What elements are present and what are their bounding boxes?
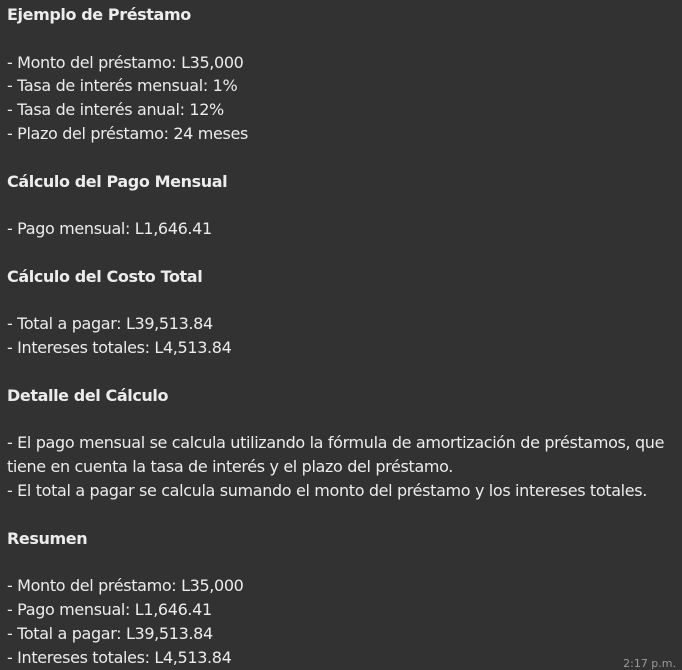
spacer <box>7 193 675 217</box>
list-item: - Monto del préstamo: L35,000 <box>7 52 244 72</box>
list-item: - El total a pagar se calcula sumando el monto del préstamo y los intereses totales. <box>7 480 647 500</box>
list-item: - Plazo del préstamo: 24 meses <box>7 123 248 143</box>
list-item: - Total a pagar: L39,513.84 <box>7 314 213 334</box>
list-item: - Monto del préstamo: L35,000 <box>7 576 244 596</box>
message-timestamp: 2:17 p.m. <box>623 657 676 670</box>
section-resumen <box>7 527 675 670</box>
list-item: - Tasa de interés anual: 12% <box>7 100 224 120</box>
spacer <box>7 408 675 432</box>
section-heading: Cálculo del Costo Total <box>7 266 203 286</box>
list-item: - El pago mensual se calcula utilizando la fórmula de amortización de préstamos, que tiene en cuenta la tasa de interés y el plazo del préstamo. <box>7 433 669 477</box>
section-heading: Detalle del Cálculo <box>7 385 169 405</box>
spacer <box>7 146 675 170</box>
spacer <box>7 360 675 384</box>
section-detalle <box>7 384 675 503</box>
section-heading: Cálculo del Pago Mensual <box>7 171 228 191</box>
section-ejemplo <box>7 3 675 146</box>
list-item: - Total a pagar: L39,513.84 <box>7 623 213 643</box>
list-item: - Intereses totales: L4,513.84 <box>7 647 232 667</box>
spacer <box>7 289 675 313</box>
list-item: - Intereses totales: L4,513.84 <box>7 338 232 358</box>
section-heading: Ejemplo de Préstamo <box>7 5 191 24</box>
spacer <box>7 550 675 574</box>
spacer <box>7 27 675 51</box>
list-item: - Tasa de interés mensual: 1% <box>7 76 238 96</box>
spacer <box>7 503 675 527</box>
section-pago-mensual <box>7 170 675 241</box>
list-item: - Pago mensual: L1,646.41 <box>7 599 212 619</box>
spacer <box>7 241 675 265</box>
section-costo-total <box>7 265 675 360</box>
list-item: - Pago mensual: L1,646.41 <box>7 219 212 239</box>
section-heading: Resumen <box>7 528 88 548</box>
